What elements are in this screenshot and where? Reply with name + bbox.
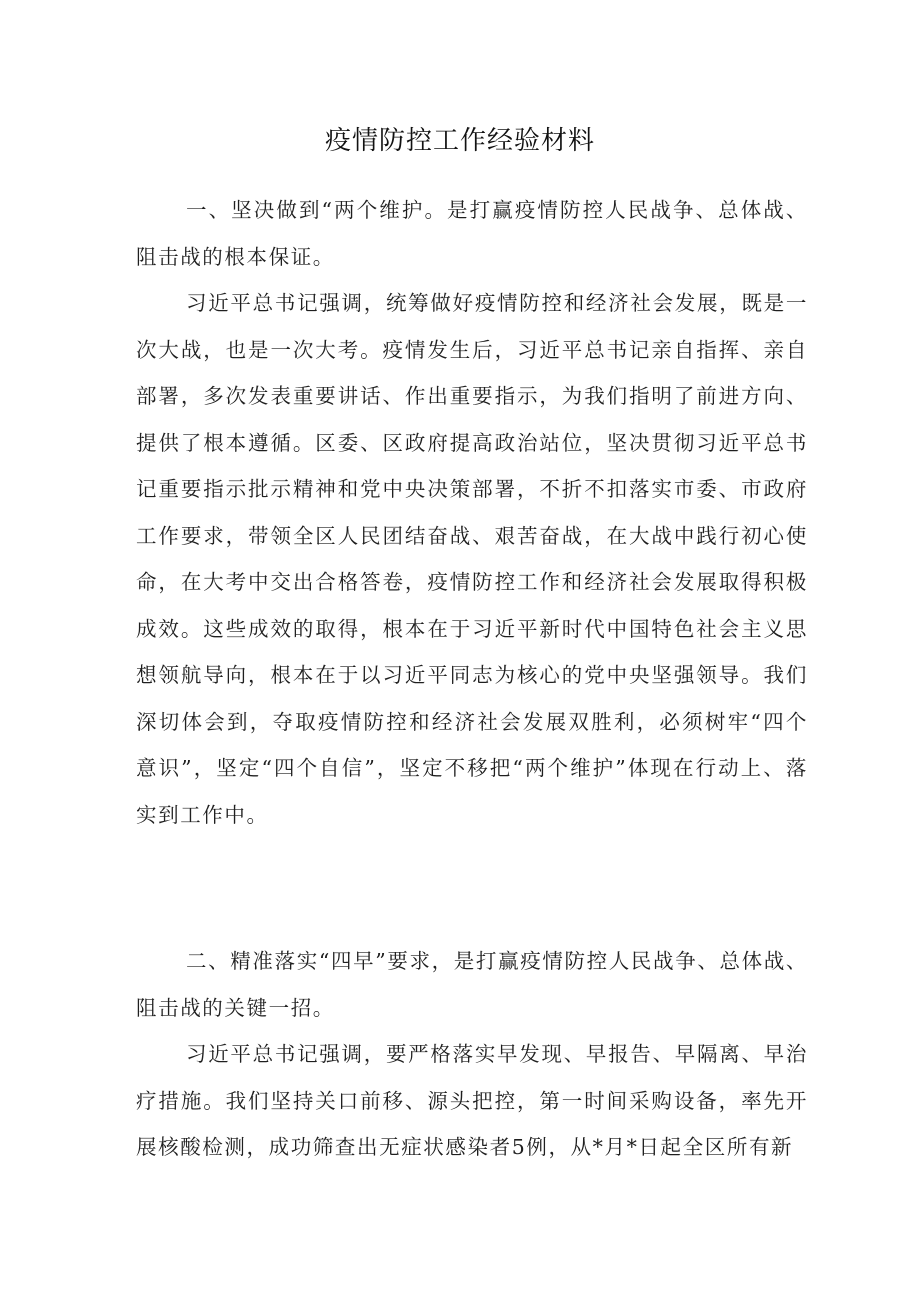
section-1-body: 习近平总书记强调，统筹做好疫情防控和经济社会发展，既是一次大战，也是一次大考。疫情发生后，习近平总书记亲自指挥、亲自部署，多次发表重要讲话、作出重要指示，为我们指明了前进方向、提供了根本遵循。区委、区政府提高政治站位，坚决贯彻习近平总书记重要指示批示精神和党中央决策部署，不折不扣落实市委、市政府工作要求，带领全区人民团结奋战、艰苦奋战，在大战中践行初心使命，在大考中交出合格答卷，疫情防控工作和经济社会发展取得积极成效。这些成效的取得，根本在于习近平新时代中国特色社会主义思想领航导向，根本在于以习近平同志为核心的党中央坚强领导。我们深切体会到，夺取疫情防控和经济社会发展双胜利，必须树牢“四个意识”，坚定“四个自信”，坚定不移把“两个维护”体现在行动上、落实到工作中。 bbox=[136, 291, 808, 827]
document-title: 疫情防控工作经验材料 bbox=[324, 126, 595, 156]
section-2-heading: 二、精准落实“四早”要求，是打赢疫情防控人民战争、总体战、阻击战的关键一招。 bbox=[136, 949, 808, 1020]
section-2-body: 习近平总书记强调，要严格落实早发现、早报告、早隔离、早治疗措施。我们坚持关口前移、源头把控，第一时间采购设备，率先开展核酸检测，成功筛查出无症状感染者5例，从*月*日起全区所有新 bbox=[136, 1042, 808, 1159]
section-1-heading: 一、坚决做到“两个维护。是打赢疫情防控人民战争、总体战、阻击战的根本保证。 bbox=[136, 198, 808, 269]
